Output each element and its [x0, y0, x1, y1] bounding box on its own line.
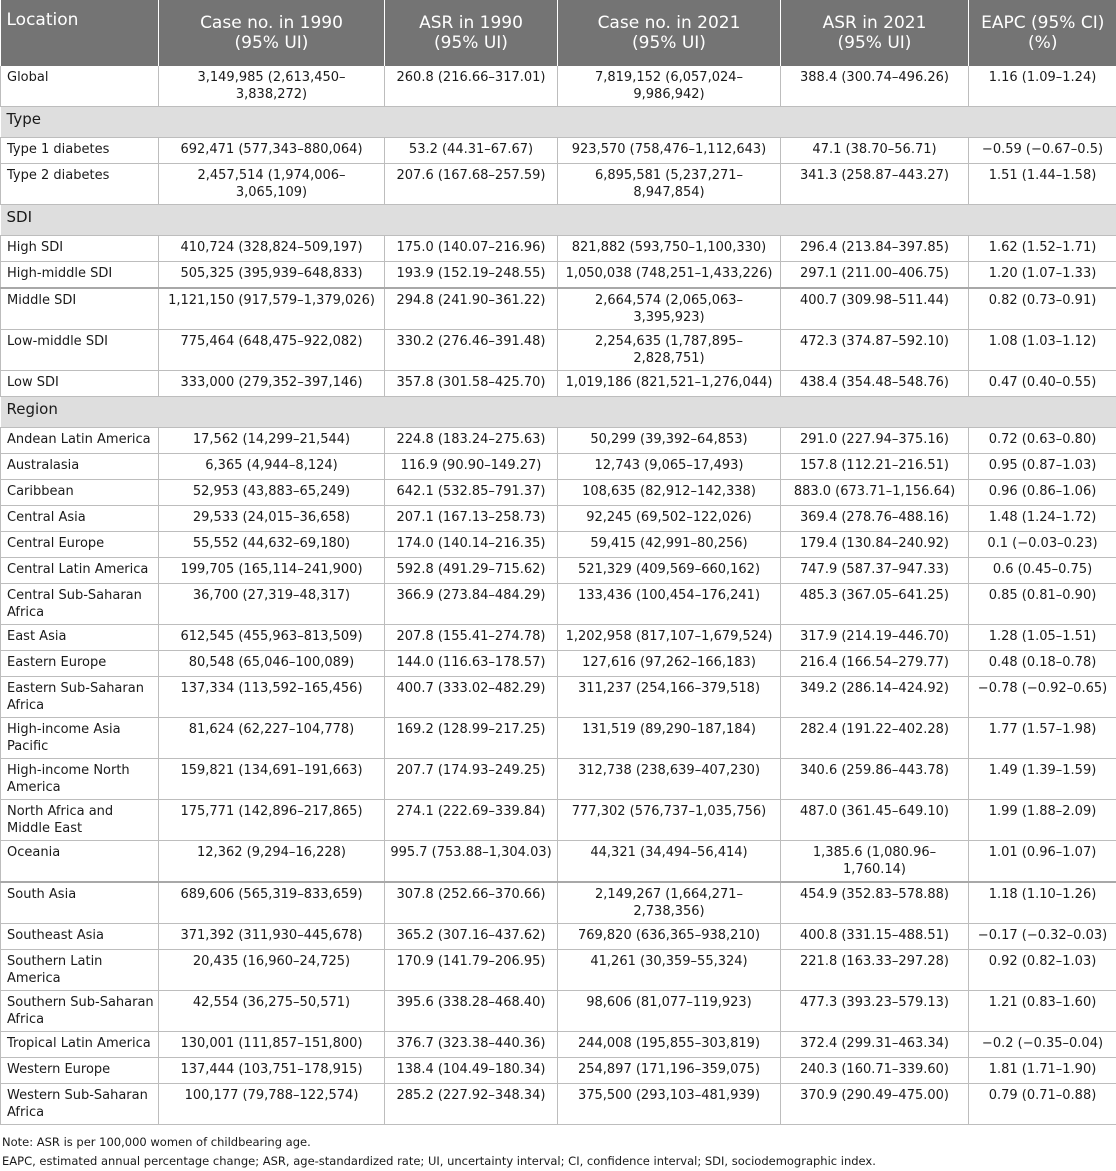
row-value: 12,362 (9,294–16,228)	[159, 841, 385, 883]
row-value: 116.9 (90.90–149.27)	[385, 454, 558, 480]
row-value: 1,385.6 (1,080.96–1,760.14)	[781, 841, 969, 883]
table-row	[1, 950, 1116, 991]
row-value: 0.92 (0.82–1.03)	[969, 950, 1116, 991]
row-value: 0.48 (0.18–0.78)	[969, 651, 1116, 677]
row-value: −0.2 (−0.35–0.04)	[969, 1032, 1116, 1058]
row-value: 775,464 (648,475–922,082)	[159, 330, 385, 371]
table-row	[1, 1032, 1116, 1058]
table-row	[1, 558, 1116, 584]
row-value: 1.81 (1.71–1.90)	[969, 1058, 1116, 1084]
row-value: 216.4 (166.54–279.77)	[781, 651, 969, 677]
row-value: 1.21 (0.83–1.60)	[969, 991, 1116, 1032]
row-value: 59,415 (42,991–80,256)	[558, 532, 781, 558]
row-value: 375,500 (293,103–481,939)	[558, 1084, 781, 1125]
row-location: Tropical Latin America	[1, 1032, 159, 1058]
row-value: 612,545 (455,963–813,509)	[159, 625, 385, 651]
row-value: 995.7 (753.88–1,304.03)	[385, 841, 558, 883]
row-value: 291.0 (227.94–375.16)	[781, 428, 969, 454]
row-value: 521,329 (409,569–660,162)	[558, 558, 781, 584]
row-value: 371,392 (311,930–445,678)	[159, 924, 385, 950]
row-value: 294.8 (241.90–361.22)	[385, 288, 558, 330]
row-value: 175,771 (142,896–217,865)	[159, 800, 385, 841]
row-value: 42,554 (36,275–50,571)	[159, 991, 385, 1032]
row-value: 410,724 (328,824–509,197)	[159, 236, 385, 262]
row-value: 159,821 (134,691–191,663)	[159, 759, 385, 800]
table-row	[1, 480, 1116, 506]
row-value: 0.85 (0.81–0.90)	[969, 584, 1116, 625]
row-value: 169.2 (128.99–217.25)	[385, 718, 558, 759]
row-value: 41,261 (30,359–55,324)	[558, 950, 781, 991]
table-body	[1, 66, 1116, 1125]
table-row	[1, 66, 1116, 107]
table-row	[1, 454, 1116, 480]
row-value: 923,570 (758,476–1,112,643)	[558, 138, 781, 164]
row-location: Central Sub-Saharan Africa	[1, 584, 159, 625]
row-value: 307.8 (252.66–370.66)	[385, 882, 558, 924]
row-value: 207.6 (167.68–257.59)	[385, 164, 558, 205]
row-value: 1.01 (0.96–1.07)	[969, 841, 1116, 883]
row-value: 244,008 (195,855–303,819)	[558, 1032, 781, 1058]
row-value: 100,177 (79,788–122,574)	[159, 1084, 385, 1125]
table-row	[1, 882, 1116, 924]
row-value: 400.7 (309.98–511.44)	[781, 288, 969, 330]
table-row	[1, 532, 1116, 558]
row-value: 2,254,635 (1,787,895–2,828,751)	[558, 330, 781, 371]
row-value: 0.6 (0.45–0.75)	[969, 558, 1116, 584]
row-location: Low-middle SDI	[1, 330, 159, 371]
row-value: 485.3 (367.05–641.25)	[781, 584, 969, 625]
row-value: −0.17 (−0.32–0.03)	[969, 924, 1116, 950]
row-value: 133,436 (100,454–176,241)	[558, 584, 781, 625]
row-value: −0.59 (−0.67–0.5)	[969, 138, 1116, 164]
row-value: 821,882 (593,750–1,100,330)	[558, 236, 781, 262]
row-value: 883.0 (673.71–1,156.64)	[781, 480, 969, 506]
table-row	[1, 718, 1116, 759]
header-location: Location	[1, 0, 159, 66]
table-row	[1, 330, 1116, 371]
table-row	[1, 262, 1116, 289]
row-value: 0.82 (0.73–0.91)	[969, 288, 1116, 330]
row-location: Type 1 diabetes	[1, 138, 159, 164]
row-value: 296.4 (213.84–397.85)	[781, 236, 969, 262]
table-row	[1, 1058, 1116, 1084]
row-location: Type 2 diabetes	[1, 164, 159, 205]
row-value: 0.72 (0.63–0.80)	[969, 428, 1116, 454]
row-value: 274.1 (222.69–339.84)	[385, 800, 558, 841]
row-value: 260.8 (216.66–317.01)	[385, 66, 558, 107]
table-row	[1, 677, 1116, 718]
note-abbreviations: EAPC, estimated annual percentage change; ASR, age-standardized rate; UI, uncertainty interval; CI, confidence interval; SDI, sociodemographic index.	[2, 1152, 1116, 1171]
row-location: High SDI	[1, 236, 159, 262]
row-value: 0.1 (−0.03–0.23)	[969, 532, 1116, 558]
row-location: Southern Sub-Saharan Africa	[1, 991, 159, 1032]
row-value: 341.3 (258.87–443.27)	[781, 164, 969, 205]
row-value: 207.7 (174.93–249.25)	[385, 759, 558, 800]
row-value: 0.47 (0.40–0.55)	[969, 371, 1116, 397]
section-title: Type	[1, 107, 1116, 138]
row-value: 372.4 (299.31–463.34)	[781, 1032, 969, 1058]
row-value: 747.9 (587.37–947.33)	[781, 558, 969, 584]
row-value: 207.8 (155.41–274.78)	[385, 625, 558, 651]
row-value: 80,548 (65,046–100,089)	[159, 651, 385, 677]
row-value: 311,237 (254,166–379,518)	[558, 677, 781, 718]
row-location: Western Europe	[1, 1058, 159, 1084]
row-value: 376.7 (323.38–440.36)	[385, 1032, 558, 1058]
row-value: 7,819,152 (6,057,024–9,986,942)	[558, 66, 781, 107]
row-value: 1.28 (1.05–1.51)	[969, 625, 1116, 651]
row-value: 505,325 (395,939–648,833)	[159, 262, 385, 289]
row-value: 282.4 (191.22–402.28)	[781, 718, 969, 759]
row-value: 207.1 (167.13–258.73)	[385, 506, 558, 532]
row-value: 254,897 (171,196–359,075)	[558, 1058, 781, 1084]
row-value: 1.48 (1.24–1.72)	[969, 506, 1116, 532]
table-row	[1, 991, 1116, 1032]
header-cases-1990: Case no. in 1990 (95% UI)	[159, 0, 385, 66]
table-row	[1, 924, 1116, 950]
row-value: 179.4 (130.84–240.92)	[781, 532, 969, 558]
row-value: 592.8 (491.29–715.62)	[385, 558, 558, 584]
table-row	[1, 288, 1116, 330]
row-value: 221.8 (163.33–297.28)	[781, 950, 969, 991]
table-row	[1, 651, 1116, 677]
row-value: 36,700 (27,319–48,317)	[159, 584, 385, 625]
row-value: 769,820 (636,365–938,210)	[558, 924, 781, 950]
row-value: 0.95 (0.87–1.03)	[969, 454, 1116, 480]
section-title: Region	[1, 397, 1116, 428]
row-value: 131,519 (89,290–187,184)	[558, 718, 781, 759]
row-value: 472.3 (374.87–592.10)	[781, 330, 969, 371]
table-row	[1, 236, 1116, 262]
row-value: 138.4 (104.49–180.34)	[385, 1058, 558, 1084]
row-value: 47.1 (38.70–56.71)	[781, 138, 969, 164]
row-value: 92,245 (69,502–122,026)	[558, 506, 781, 532]
table-row	[1, 506, 1116, 532]
section-row-region	[1, 397, 1116, 428]
row-value: 366.9 (273.84–484.29)	[385, 584, 558, 625]
row-value: 1.99 (1.88–2.09)	[969, 800, 1116, 841]
row-value: 312,738 (238,639–407,230)	[558, 759, 781, 800]
row-value: 400.8 (331.15–488.51)	[781, 924, 969, 950]
row-value: −0.78 (−0.92–0.65)	[969, 677, 1116, 718]
row-location: Global	[1, 66, 159, 107]
row-value: 454.9 (352.83–578.88)	[781, 882, 969, 924]
row-value: 357.8 (301.58–425.70)	[385, 371, 558, 397]
row-value: 29,533 (24,015–36,658)	[159, 506, 385, 532]
header-eapc: EAPC (95% CI) (%)	[969, 0, 1116, 66]
row-location: Low SDI	[1, 371, 159, 397]
row-value: 395.6 (338.28–468.40)	[385, 991, 558, 1032]
row-location: Central Asia	[1, 506, 159, 532]
row-value: 317.9 (214.19–446.70)	[781, 625, 969, 651]
row-location: North Africa and Middle East	[1, 800, 159, 841]
row-value: 199,705 (165,114–241,900)	[159, 558, 385, 584]
row-value: 1,019,186 (821,521–1,276,044)	[558, 371, 781, 397]
row-value: 174.0 (140.14–216.35)	[385, 532, 558, 558]
row-value: 170.9 (141.79–206.95)	[385, 950, 558, 991]
table-row	[1, 584, 1116, 625]
row-value: 1.77 (1.57–1.98)	[969, 718, 1116, 759]
row-value: 1.18 (1.10–1.26)	[969, 882, 1116, 924]
table-row	[1, 841, 1116, 883]
row-value: 52,953 (43,883–65,249)	[159, 480, 385, 506]
row-value: 388.4 (300.74–496.26)	[781, 66, 969, 107]
section-title: SDI	[1, 205, 1116, 236]
row-location: Middle SDI	[1, 288, 159, 330]
row-value: 349.2 (286.14–424.92)	[781, 677, 969, 718]
header-cases-2021: Case no. in 2021 (95% UI)	[558, 0, 781, 66]
table-row	[1, 759, 1116, 800]
row-value: 175.0 (140.07–216.96)	[385, 236, 558, 262]
row-location: Central Europe	[1, 532, 159, 558]
row-location: Andean Latin America	[1, 428, 159, 454]
row-value: 6,895,581 (5,237,271–8,947,854)	[558, 164, 781, 205]
table-notes	[0, 1125, 1116, 1171]
row-value: 3,149,985 (2,613,450–3,838,272)	[159, 66, 385, 107]
row-value: 1.08 (1.03–1.12)	[969, 330, 1116, 371]
row-value: 144.0 (116.63–178.57)	[385, 651, 558, 677]
row-value: 137,444 (103,751–178,915)	[159, 1058, 385, 1084]
table-row	[1, 371, 1116, 397]
row-value: 44,321 (34,494–56,414)	[558, 841, 781, 883]
table-row	[1, 1084, 1116, 1125]
row-value: 1.16 (1.09–1.24)	[969, 66, 1116, 107]
table-row	[1, 428, 1116, 454]
row-location: Oceania	[1, 841, 159, 883]
row-value: 297.1 (211.00–406.75)	[781, 262, 969, 289]
row-value: 17,562 (14,299–21,544)	[159, 428, 385, 454]
row-value: 365.2 (307.16–437.62)	[385, 924, 558, 950]
row-value: 55,552 (44,632–69,180)	[159, 532, 385, 558]
row-value: 1,202,958 (817,107–1,679,524)	[558, 625, 781, 651]
row-value: 240.3 (160.71–339.60)	[781, 1058, 969, 1084]
section-row-sdi	[1, 205, 1116, 236]
row-value: 193.9 (152.19–248.55)	[385, 262, 558, 289]
row-value: 127,616 (97,262–166,183)	[558, 651, 781, 677]
row-value: 108,635 (82,912–142,338)	[558, 480, 781, 506]
row-value: 285.2 (227.92–348.34)	[385, 1084, 558, 1125]
header-asr-2021: ASR in 2021 (95% UI)	[781, 0, 969, 66]
row-value: 1.49 (1.39–1.59)	[969, 759, 1116, 800]
row-location: High-income North America	[1, 759, 159, 800]
row-value: 6,365 (4,944–8,124)	[159, 454, 385, 480]
row-value: 81,624 (62,227–104,778)	[159, 718, 385, 759]
row-value: 1.20 (1.07–1.33)	[969, 262, 1116, 289]
row-value: 400.7 (333.02–482.29)	[385, 677, 558, 718]
row-location: High-income Asia Pacific	[1, 718, 159, 759]
row-value: 2,457,514 (1,974,006–3,065,109)	[159, 164, 385, 205]
row-value: 1,121,150 (917,579–1,379,026)	[159, 288, 385, 330]
row-value: 438.4 (354.48–548.76)	[781, 371, 969, 397]
row-value: 0.79 (0.71–0.88)	[969, 1084, 1116, 1125]
row-value: 0.96 (0.86–1.06)	[969, 480, 1116, 506]
table-row	[1, 138, 1116, 164]
row-value: 157.8 (112.21–216.51)	[781, 454, 969, 480]
row-value: 50,299 (39,392–64,853)	[558, 428, 781, 454]
row-value: 692,471 (577,343–880,064)	[159, 138, 385, 164]
row-value: 477.3 (393.23–579.13)	[781, 991, 969, 1032]
row-location: South Asia	[1, 882, 159, 924]
row-value: 689,606 (565,319–833,659)	[159, 882, 385, 924]
row-value: 53.2 (44.31–67.67)	[385, 138, 558, 164]
row-value: 642.1 (532.85–791.37)	[385, 480, 558, 506]
row-location: Eastern Europe	[1, 651, 159, 677]
table-row	[1, 164, 1116, 205]
table-row	[1, 625, 1116, 651]
row-value: 1.62 (1.52–1.71)	[969, 236, 1116, 262]
row-location: Central Latin America	[1, 558, 159, 584]
table-header	[1, 0, 1116, 66]
row-value: 487.0 (361.45–649.10)	[781, 800, 969, 841]
row-location: Australasia	[1, 454, 159, 480]
row-value: 1,050,038 (748,251–1,433,226)	[558, 262, 781, 289]
row-value: 2,664,574 (2,065,063–3,395,923)	[558, 288, 781, 330]
row-value: 2,149,267 (1,664,271–2,738,356)	[558, 882, 781, 924]
row-location: East Asia	[1, 625, 159, 651]
row-value: 1.51 (1.44–1.58)	[969, 164, 1116, 205]
row-value: 137,334 (113,592–165,456)	[159, 677, 385, 718]
row-value: 340.6 (259.86–443.78)	[781, 759, 969, 800]
row-location: Western Sub-Saharan Africa	[1, 1084, 159, 1125]
row-location: Caribbean	[1, 480, 159, 506]
row-location: High-middle SDI	[1, 262, 159, 289]
row-location: Southern Latin America	[1, 950, 159, 991]
row-value: 777,302 (576,737–1,035,756)	[558, 800, 781, 841]
table-row	[1, 800, 1116, 841]
note-asr: Note: ASR is per 100,000 women of childbearing age.	[2, 1133, 1116, 1152]
row-value: 12,743 (9,065–17,493)	[558, 454, 781, 480]
row-value: 330.2 (276.46–391.48)	[385, 330, 558, 371]
row-value: 20,435 (16,960–24,725)	[159, 950, 385, 991]
row-location: Southeast Asia	[1, 924, 159, 950]
row-value: 224.8 (183.24–275.63)	[385, 428, 558, 454]
row-location: Eastern Sub-Saharan Africa	[1, 677, 159, 718]
row-value: 98,606 (81,077–119,923)	[558, 991, 781, 1032]
section-row-type	[1, 107, 1116, 138]
header-asr-1990: ASR in 1990 (95% UI)	[385, 0, 558, 66]
row-value: 369.4 (278.76–488.16)	[781, 506, 969, 532]
row-value: 333,000 (279,352–397,146)	[159, 371, 385, 397]
row-value: 130,001 (111,857–151,800)	[159, 1032, 385, 1058]
row-value: 370.9 (290.49–475.00)	[781, 1084, 969, 1125]
